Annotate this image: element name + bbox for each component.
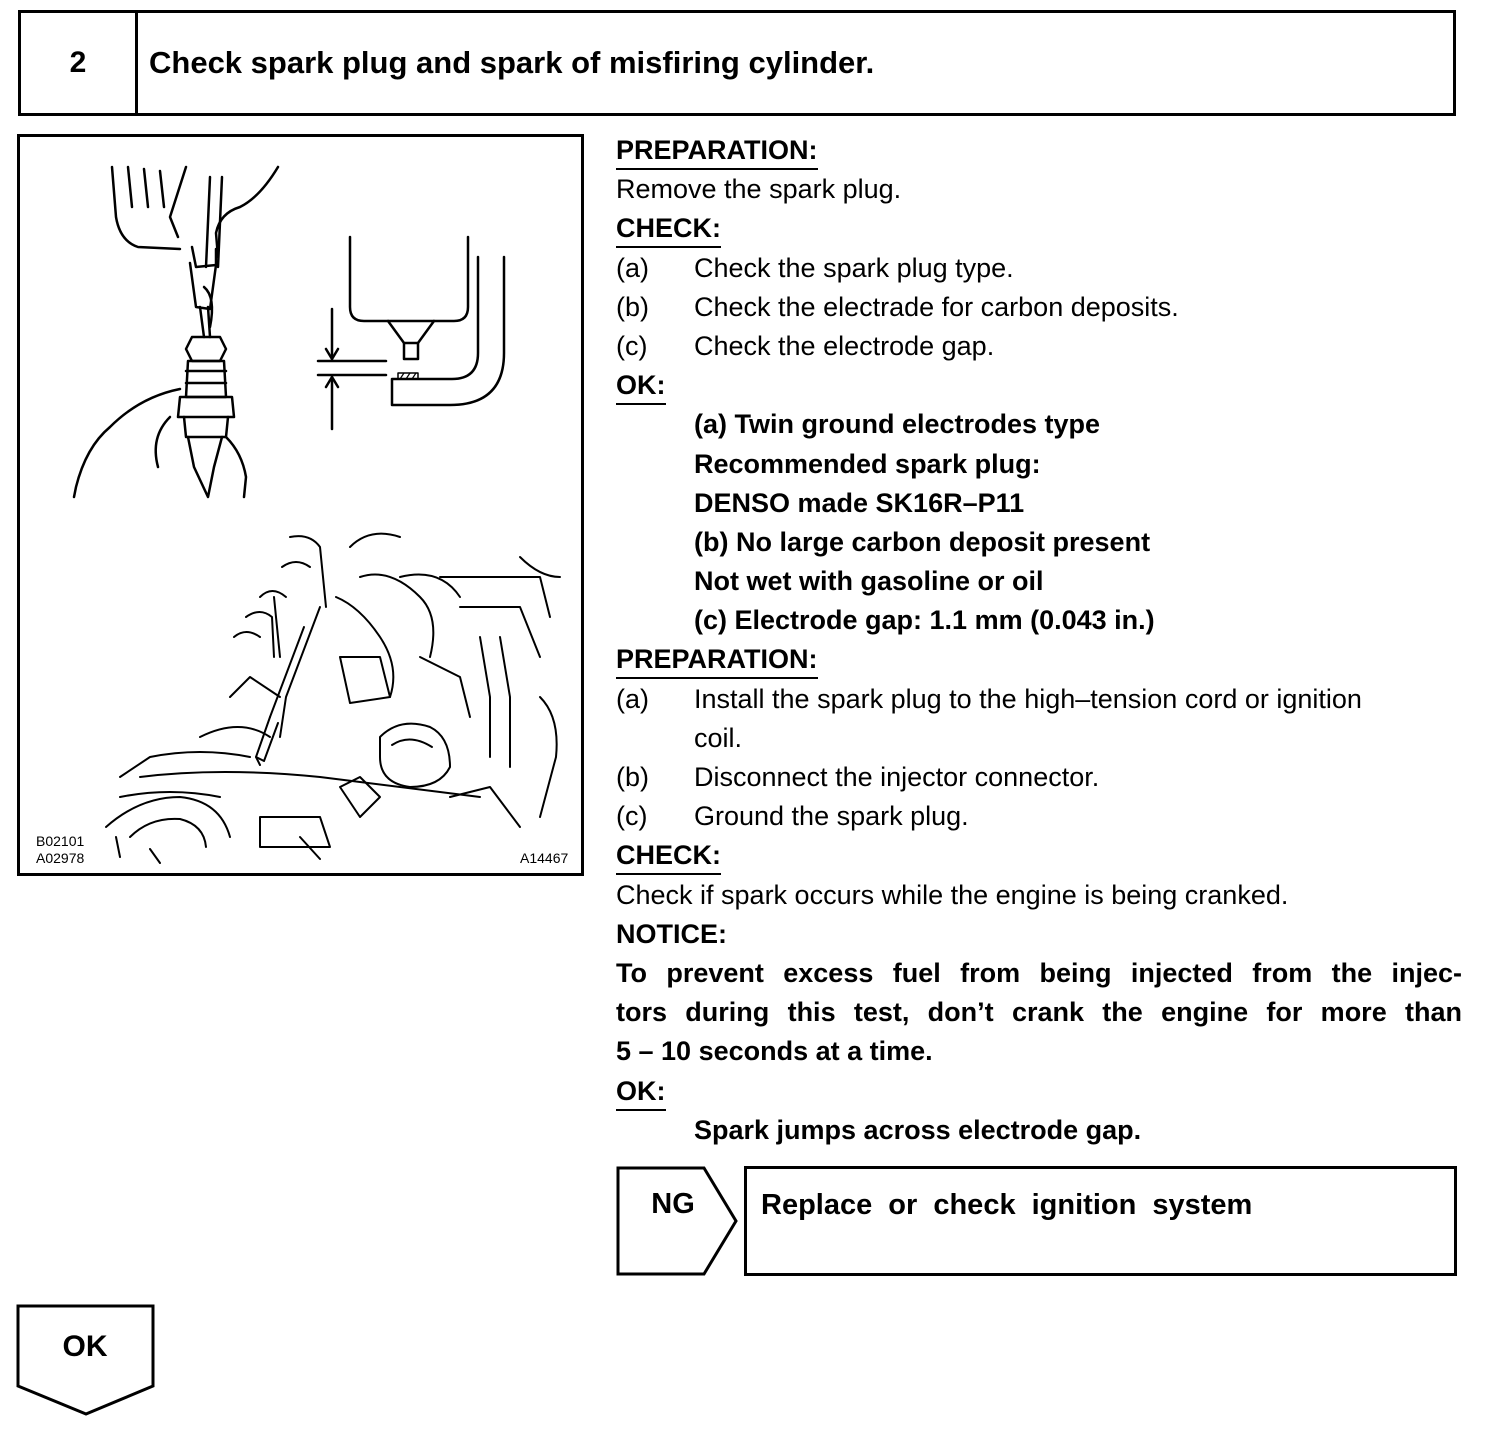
notice-line: tors during this test, don’t crank the engine for more than [616,997,1462,1028]
ok-heading: OK: [616,368,666,405]
preparation-item-continuation: coil. [694,722,743,753]
electrode-gap-detail-drawing [318,237,504,429]
step-number: 2 [21,13,138,113]
preparation-text: Remove the spark plug. [616,174,902,205]
check-text: Check if spark occurs while the engine is being cranked. [616,879,1289,910]
preparation-item: (c) Ground the spark plug. [616,801,969,832]
notice-line: To prevent excess fuel from being injected from the injec- [616,957,1462,988]
ok-result: Spark jumps across electrode gap. [694,1114,1142,1145]
engine-bay-drawing [106,534,560,863]
ng-action-box [744,1166,1457,1276]
ok-label: OK [62,1330,108,1363]
notice-heading: NOTICE: [616,918,727,949]
notice-line: 5 – 10 seconds at a time. [616,1036,933,1067]
figure-code-left [36,833,84,867]
ok-spec-line: DENSO made SK16R–P11 [694,487,1025,518]
figure-code: B02101 [36,833,85,849]
ok-heading: OK: [616,1074,666,1111]
ok-spec-line: Not wet with gasoline or oil [694,566,1044,597]
preparation-item: (b) Disconnect the injector connector. [616,762,1100,792]
ng-label: NG [651,1188,695,1220]
check-item: (b) Check the electrade for carbon deposits. [616,291,1179,322]
illustration-drawing [20,137,581,873]
ok-branch-marker [16,1304,156,1421]
figure-code: A02978 [36,850,85,866]
ng-branch-marker [616,1166,740,1283]
check-heading: CHECK: [616,838,721,875]
check-item: (a) Check the spark plug type. [616,252,1014,283]
check-item: (c) Check the electrode gap. [616,330,995,361]
ok-spec-line: (a) Twin ground electrodes type [694,409,1101,440]
step-title: Check spark plug and spark of misfiring cylinder. [149,45,875,80]
preparation-heading: PREPARATION: [616,133,818,170]
ok-spec-line: (c) Electrode gap: 1.1 mm (0.043 in.) [694,605,1155,636]
spark-plug-illustration [17,134,584,876]
ng-arrow-icon [616,1166,740,1278]
ok-spec-line: Recommended spark plug: [694,448,1041,479]
figure-code-right: A14467 [520,850,569,866]
ok-spec-line: (b) No large carbon deposit present [694,526,1151,557]
ng-action-text: Replace or check ignition system [761,1189,1253,1221]
preparation-heading: PREPARATION: [616,642,818,679]
gap-gauge-hand-drawing [74,167,278,497]
preparation-item: (a) Install the spark plug to the high–tension cord or ignition [616,683,1362,714]
check-heading: CHECK: [616,211,721,248]
step-header [18,10,1456,116]
procedure-text [616,131,1462,1150]
